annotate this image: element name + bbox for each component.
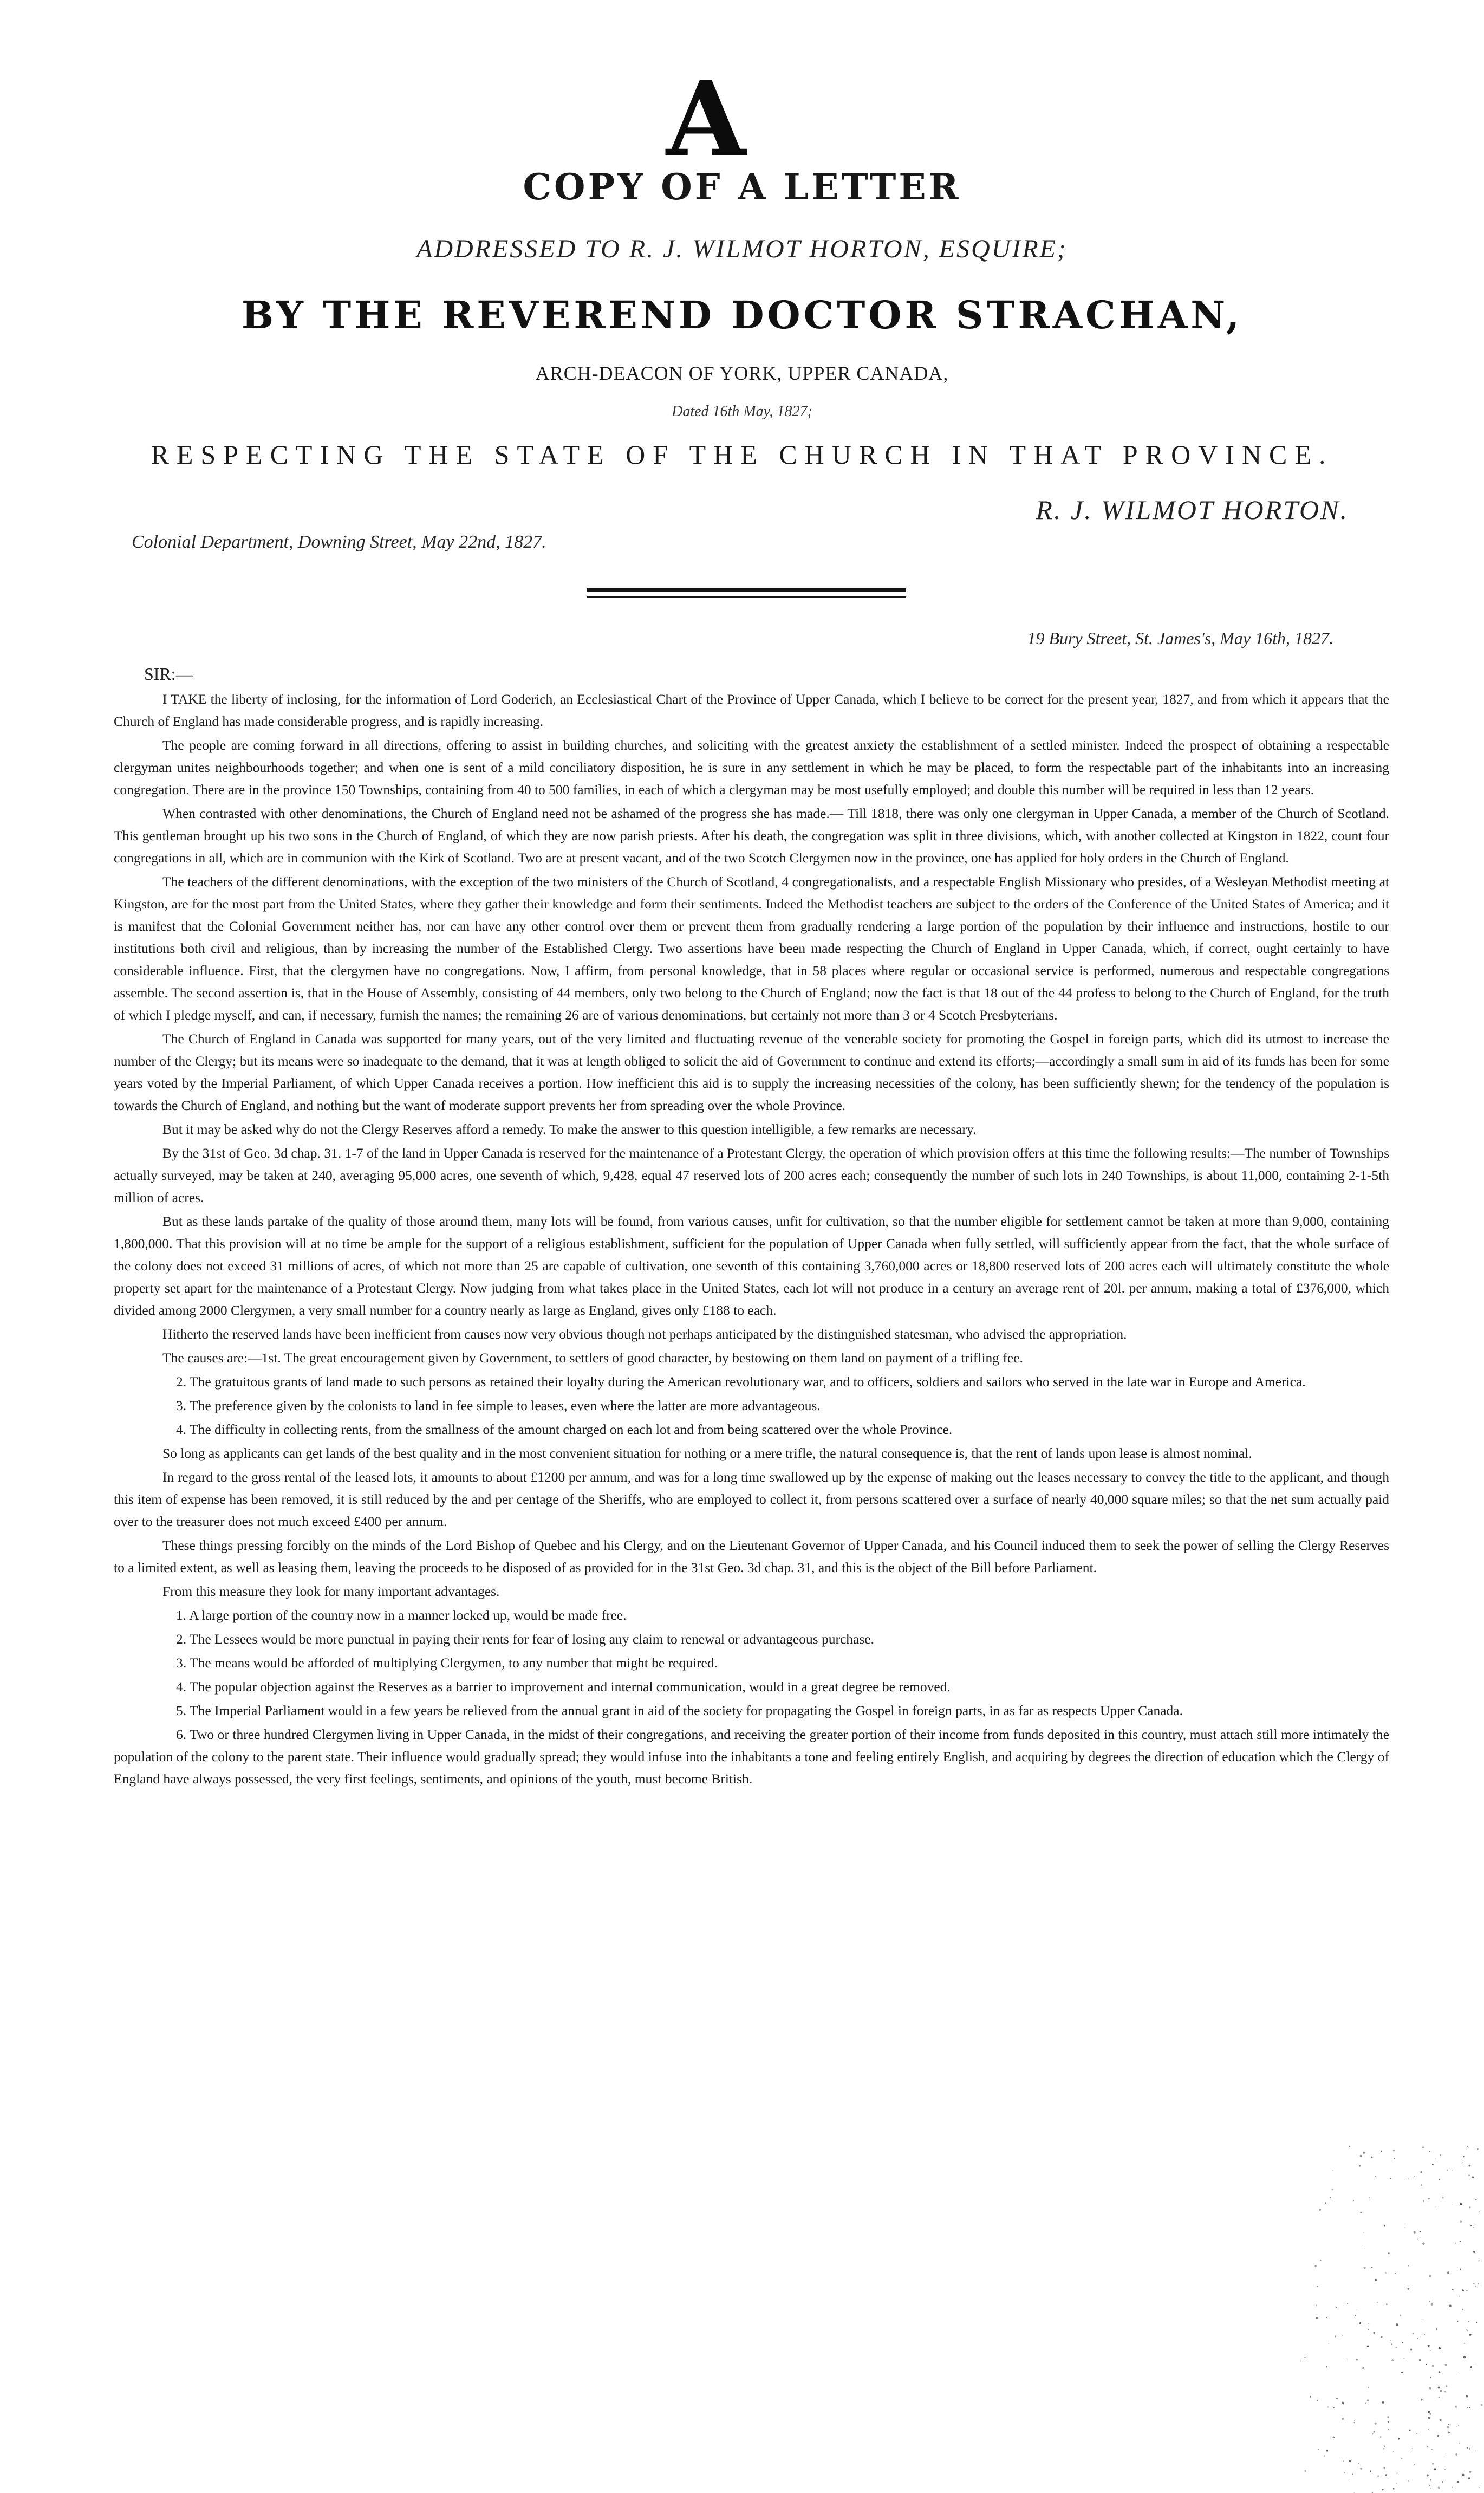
speck	[1462, 2474, 1464, 2476]
speck	[1442, 2197, 1444, 2199]
speck	[1467, 2447, 1468, 2449]
speck	[1370, 2470, 1371, 2472]
dated-line: Dated 16th May, 1827;	[672, 403, 812, 420]
list-item: 6. Two or three hundred Clergymen living in Upper Canada, in the midst of their congregations, and receiving the greater portion of their income from funds deposited in this country, must attach still more intimately the population of the colony to the parent state. Their influence would gradually spread; they would infuse into the inhabitants a tone and feeling entirely English, and acquiring by degrees the direction of education which the Clergy of England have always possessed, the very first feelings, sentiments, and opinions of the youth, must become British.	[114, 1726, 1389, 1787]
speck	[1417, 2338, 1418, 2339]
speck	[1360, 2468, 1362, 2470]
paragraph: The people are coming forward in all directions, offering to assist in building churches, and soliciting with the greatest anxiety the establishment of a settled minister. Indeed the prospect of obtaining a respectable clergyman unites neighbourhoods together; and when one is sent of a mild conciliatory disposition, he is sure in any settlement in which he may be placed, to form the respectable part of the inhabitants into an increasing congregation. There are in the province 150 Townships, containing from 40 to 500 families, in each of which a clergyman may be most usefully employed; and double this number will be required in less than 12 years.	[114, 737, 1389, 797]
speck	[1401, 2372, 1403, 2374]
speck	[1447, 2426, 1449, 2428]
speck	[1475, 2286, 1476, 2287]
speck	[1472, 2176, 1474, 2178]
speck	[1429, 2485, 1430, 2486]
speck	[1420, 2231, 1421, 2232]
speck	[1452, 2289, 1453, 2290]
speck	[1476, 2322, 1477, 2323]
speck	[1460, 2443, 1461, 2444]
speck	[1401, 2458, 1403, 2459]
speck	[1347, 2303, 1348, 2304]
speck	[1333, 2437, 1335, 2438]
speck	[1466, 2290, 1468, 2291]
speck	[1355, 2315, 1356, 2316]
speck	[1342, 2335, 1343, 2336]
speck	[1316, 2305, 1317, 2306]
speck	[1444, 2391, 1446, 2392]
speck	[1386, 2273, 1387, 2274]
speck	[1358, 2463, 1359, 2464]
speck	[1479, 2211, 1480, 2212]
speck	[1350, 2479, 1351, 2480]
speck	[1455, 2406, 1457, 2408]
speck	[1473, 2227, 1474, 2228]
speck	[1444, 2364, 1447, 2366]
speck	[1469, 2407, 1470, 2408]
author-title: ARCH-DEACON OF YORK, UPPER CANADA,	[535, 362, 949, 384]
speck	[1468, 2321, 1469, 2322]
speck	[1385, 2272, 1387, 2274]
paragraph: By the 31st of Geo. 3d chap. 31. 1-7 of the land in Upper Canada is reserved for the maintenance of a Protestant Clergy, the operation of which provision offers at this time the following results:—The number of Townships actually surveyed, may be taken at 240, averaging 95,000 acres, one seventh of which, 9,428, equal 47 reserved lots of 200 acres each; consequently the number of such lots in 240 Townships, is about 11,000, containing 2-1-5th million of acres.	[114, 1145, 1389, 1205]
speck	[1462, 2289, 1463, 2291]
speck	[1310, 2396, 1311, 2398]
speck	[1475, 2199, 1476, 2200]
speck	[1381, 2151, 1382, 2152]
speck	[1360, 2155, 1362, 2157]
speck	[1413, 2333, 1414, 2334]
speck	[1367, 2399, 1369, 2401]
speck	[1422, 2146, 1424, 2148]
speck	[1460, 2241, 1461, 2242]
list-item: 5. The Imperial Parliament would in a few years be relieved from the annual grant in aid of the society for propagating the Gospel in foreign parts, in as far as respects Upper Canada.	[176, 1703, 1183, 1718]
speck	[1373, 2332, 1375, 2334]
speck	[1481, 2404, 1482, 2406]
speck	[1462, 2309, 1463, 2310]
speck	[1422, 2319, 1423, 2320]
speck	[1414, 2464, 1415, 2465]
speck	[1452, 2170, 1453, 2171]
speck	[1431, 2449, 1433, 2450]
speck	[1449, 2304, 1452, 2307]
speck	[1381, 2336, 1383, 2338]
speck	[1318, 2449, 1319, 2450]
speck	[1360, 2212, 1362, 2213]
speck	[1375, 2176, 1376, 2177]
speck	[1402, 2342, 1403, 2343]
speck	[1382, 2401, 1384, 2404]
speck	[1466, 2395, 1468, 2398]
speck	[1383, 2448, 1385, 2450]
speck	[1398, 2438, 1400, 2439]
decorative-initial: A	[666, 59, 746, 179]
speck	[1416, 2433, 1417, 2434]
speck	[1396, 2472, 1397, 2473]
speck	[1470, 2366, 1472, 2368]
paragraph: From this measure they look for many important advantages.	[162, 1583, 500, 1599]
speck	[1426, 2364, 1427, 2365]
speck	[1446, 2385, 1448, 2387]
list-item: 4. The popular objection against the Reserves as a barrier to improvement and internal communication, would in a great degree be removed.	[176, 1679, 951, 1695]
speck	[1390, 2178, 1391, 2179]
department-line: Colonial Department, Downing Street, May 22nd, 1827.	[132, 532, 546, 552]
speck	[1429, 2275, 1431, 2277]
speck	[1409, 2430, 1410, 2431]
speck	[1320, 2260, 1322, 2261]
list-item: 1. A large portion of the country now in a manner locked up, would be made free.	[176, 1607, 627, 1623]
letter-body	[114, 688, 1389, 1791]
speck	[1427, 2474, 1429, 2476]
list-item: 3. The preference given by the colonists to land in fee simple to leases, even where the latter are more advantageous.	[176, 1398, 821, 1413]
speck	[1469, 2206, 1470, 2208]
addressed-line: ADDRESSED TO R. J. WILMOT HORTON, ESQUIRE;	[416, 235, 1068, 263]
speck	[1455, 2243, 1456, 2244]
speck	[1325, 2202, 1326, 2204]
speck	[1343, 2460, 1344, 2462]
speck	[1374, 2431, 1375, 2432]
speck	[1477, 2148, 1479, 2150]
speck	[1460, 2203, 1462, 2205]
speck	[1386, 2303, 1388, 2305]
speck	[1336, 2307, 1337, 2308]
speck	[1384, 2446, 1385, 2447]
speck	[1326, 2317, 1327, 2318]
speck	[1408, 2288, 1410, 2290]
paragraph: When contrasted with other denominations, the Church of England need not be ashamed of the progress she has made.— Till 1818, there was only one clergyman in Upper Canada, a member of the Church of Scotland. This gentleman brought up his two sons in the Church of England, of which they are now parish priests. After his death, the congregation was split in three divisions, which, with another collected at Kingston in 1822, count four congregations in all, which are in communion with the Kirk of Scotland. Two are at present vacant, and of the two Scotch Clergymen now in the province, one has applied for holy orders in the Church of England.	[114, 806, 1389, 866]
speck	[1444, 2469, 1445, 2470]
speck	[1352, 2473, 1353, 2475]
author-line: BY THE REVEREND DOCTOR STRACHAN,	[241, 293, 1243, 337]
speck	[1359, 2165, 1361, 2167]
speck	[1368, 2387, 1369, 2388]
speck	[1428, 2429, 1429, 2430]
speck	[1440, 2154, 1441, 2156]
speck	[1466, 2329, 1467, 2330]
speck	[1469, 2334, 1472, 2336]
paragraph: But as these lands partake of the quality of those around them, many lots will be found, from various causes, unfit for cultivation, so that the number eligible for settlement cannot be taken at more than 9,000, containing 1,800,000. That this provision will at no time be ample for the support of a religious establishment, sufficient for the population of Upper Canada when fully settled, will sufficiently appear from the fact, that the whole surface of the colony does not exceed 31 millions of acres, of which not more than 25 are capable of cultivation, one seventh of this containing 3,760,000 acres or 18,800 reserved lots of 200 acres each will ultimately constitute the whole property set apart for the maintenance of a Protestant Clergy. Now judging from what takes place in the United States, each lot will not produce in a century an average rent of 20l. per annum, making a total of £376,000, which divided among 2000 Clergymen, a very small number for a country nearly as large as England, gives only £188 to each.	[114, 1213, 1389, 1318]
speck	[1371, 2267, 1373, 2268]
list-item: 3. The means would be afforded of multiplying Clergymen, to any number that might be required.	[176, 1655, 718, 1671]
speck	[1391, 2343, 1392, 2345]
speck	[1437, 2435, 1439, 2437]
speck	[1387, 2416, 1389, 2418]
speck	[1439, 2179, 1440, 2180]
speck	[1383, 2467, 1385, 2469]
speck	[1439, 2371, 1441, 2373]
speck	[1336, 2398, 1338, 2400]
speck	[1354, 2420, 1355, 2421]
speck	[1326, 2366, 1327, 2368]
speck	[1468, 2174, 1469, 2176]
speck	[1375, 2279, 1377, 2281]
speck	[1421, 2184, 1422, 2186]
speck	[1460, 2268, 1461, 2270]
speck	[1388, 2421, 1389, 2423]
speck	[1434, 2468, 1436, 2470]
speck	[1349, 2460, 1351, 2462]
divider-thick	[587, 588, 906, 592]
speck	[1424, 2334, 1425, 2335]
speck	[1332, 2189, 1334, 2191]
speck	[1463, 2156, 1465, 2158]
speck	[1457, 2481, 1459, 2483]
paragraph: But it may be asked why do not the Clergy Reserves afford a remedy. To make the answer to this question intelligible, a few remarks are necessary.	[162, 1121, 977, 1137]
salutation: SIR:—	[144, 664, 193, 684]
speck	[1467, 2330, 1468, 2332]
speck	[1467, 2146, 1468, 2147]
speck	[1419, 2359, 1421, 2361]
speck	[1436, 2328, 1437, 2330]
speck	[1440, 2419, 1442, 2421]
speck	[1333, 2407, 1335, 2408]
list-item: 4. The difficulty in collecting rents, from the smallness of the amount charged on each lot and from being scattered over the whole Province.	[176, 1421, 953, 1437]
speck	[1432, 2164, 1434, 2165]
list-item: 2. The gratuitous grants of land made to such persons as retained their loyalty during the American revolutionary war, and to officers, soldiers and sailors who served in the late war in Europe and America.	[176, 1374, 1306, 1390]
speck	[1464, 2343, 1465, 2344]
speck	[1342, 2418, 1344, 2420]
speck	[1344, 2472, 1345, 2473]
speck	[1448, 2424, 1449, 2425]
speck	[1469, 2448, 1470, 2449]
speck	[1377, 2475, 1379, 2477]
speck	[1365, 2403, 1366, 2404]
speck	[1349, 2146, 1350, 2147]
speck	[1410, 2349, 1412, 2351]
speck	[1380, 2436, 1382, 2438]
speck	[1427, 2446, 1428, 2447]
paper-speckle-texture	[1300, 2146, 1484, 2493]
speck	[1364, 2248, 1365, 2249]
speck	[1332, 2170, 1333, 2171]
speck	[1422, 2243, 1424, 2245]
speck	[1420, 2171, 1422, 2173]
paragraph: In regard to the gross rental of the leased lots, it amounts to about £1200 per annum, and was for a long time swallowed up by the expense of making out the leases necessary to convey the title to the applicant, and though this item of expense has been removed, it is still reduced by the and per centage of the Sheriffs, who are employed to collect it, from persons scattered over a surface of nearly 40,000 square miles; so that the net sum actually paid over to the treasurer does not much exceed £400 per annum.	[114, 1469, 1389, 1529]
speck	[1326, 2450, 1328, 2452]
speck	[1429, 2301, 1430, 2302]
speck	[1428, 2345, 1430, 2347]
speck	[1414, 2176, 1415, 2177]
copy-title: COPY OF A LETTER	[523, 166, 961, 208]
speck	[1442, 2481, 1443, 2483]
speck	[1473, 2283, 1475, 2284]
speck	[1388, 2429, 1389, 2430]
speck	[1388, 2252, 1390, 2254]
speck	[1403, 2358, 1404, 2359]
speck	[1468, 2477, 1470, 2479]
speck	[1319, 2209, 1321, 2211]
paragraph: Hitherto the reserved lands have been inefficient from causes now very obvious though not perhaps anticipated by the distinguished statesman, who advised the appropriation.	[162, 1326, 1127, 1342]
speck	[1432, 2463, 1434, 2465]
speck	[1330, 2197, 1331, 2198]
paragraph: So long as applicants can get lands of the best quality and in the most convenient situation for nothing or a mere trifle, the natural consequence is, that the rent of lands upon lease is almost nominal.	[162, 1445, 1252, 1461]
paragraph: The teachers of the different denominations, with the exception of the two ministers of the Church of Scotland, 4 congregationalists, and a respectable English Missionary who presides, of a Wesleyan Methodist meeting at Kingston, are for the most part from the United States, where they gather their knowledge and form their sentiments. Indeed the Methodist teachers are subject to the orders of the Conference of the United States of America; and it is manifest that the Colonial Government neither has, nor can have any other control over them or prevent them from gradually rendering a large portion of the population by their influence and instructions, hostile to our institutions both civil and religious, than by increasing the number of the Established Clergy. Two assertions have been made respecting the Church of England in Upper Canada, which, if correct, ought certainly to have considerable influence. First, that the clergymen have no congregations. Now, I affirm, from personal knowledge, that in 58 places where regular or occasional service is performed, numerous and respectable congregations assemble. The second assertion is, that in the House of Assembly, consisting of 44 members, only two belong to the Church of England; now the fact is that 18 out of the 44 profess to belong to the Church of England, for the truth of which I pledge myself, and can, if necessary, furnish the names; the remaining 26 are of various denominations, but certainly not more than 3 or 4 Scotch Presbyterians.	[114, 874, 1389, 1023]
speck	[1317, 2286, 1318, 2287]
speck	[1393, 2488, 1395, 2490]
speck	[1430, 2377, 1431, 2378]
speck	[1385, 2474, 1387, 2476]
speck	[1469, 2471, 1472, 2473]
speck	[1448, 2432, 1450, 2434]
speck	[1369, 2197, 1370, 2198]
speck	[1396, 2323, 1398, 2326]
speck	[1414, 2231, 1416, 2234]
speck	[1314, 2265, 1316, 2267]
speck	[1317, 2400, 1318, 2401]
speck	[1353, 2422, 1355, 2423]
speck	[1423, 2200, 1424, 2202]
speck	[1359, 2322, 1361, 2324]
speck	[1367, 2345, 1369, 2347]
speck	[1393, 2451, 1394, 2452]
speck	[1396, 2483, 1397, 2484]
speck	[1447, 2170, 1448, 2171]
speck	[1375, 2423, 1377, 2425]
speck	[1463, 2356, 1466, 2358]
speck	[1384, 2225, 1385, 2227]
speck	[1395, 2273, 1396, 2274]
speck	[1356, 2359, 1358, 2360]
paragraph: I TAKE the liberty of inclosing, for the information of Lord Goderich, an Ecclesiastical Chart of the Province of Upper Canada, which I believe to be correct for the present year, 1827, and from which it appears that the Church of England has made considerable progress, and is rapidly increasing.	[114, 691, 1389, 729]
speck	[1372, 2433, 1373, 2434]
speck	[1435, 2158, 1436, 2159]
speck	[1382, 2489, 1383, 2490]
speck	[1478, 2283, 1480, 2285]
speck	[1408, 2265, 1409, 2267]
paragraph: The causes are:—1st. The great encouragement given by Government, to settlers of good character, by bestowing on them land on payment of a trifling fee.	[162, 1350, 1023, 1366]
speck	[1432, 2365, 1434, 2367]
speck	[1457, 2321, 1459, 2322]
speck	[1462, 2162, 1463, 2163]
speck	[1430, 2350, 1431, 2351]
speck	[1324, 2455, 1325, 2457]
divider-thin	[587, 596, 906, 598]
speck	[1439, 2347, 1441, 2349]
paragraph: The Church of England in Canada was supported for many years, out of the very limited and fluctuating revenue of the venerable society for promoting the Gospel in foreign parts, which did its utmost to increase the number of the Clergy; but its means were so inadequate to the demand, that it was at length obliged to solicit the aid of Government to continue and extend its efforts;—accordingly a small sum in aid of its funds has been for some years voted by the Imperial Parliament, of which Upper Canada receives a portion. How inefficient this aid is to supply the increasing necessities of the colony, has been sufficiently shewn; for the tendency of the population is towards the Church of England, and nothing but the want of moderate support prevents her from spreading over the whole Province.	[114, 1031, 1389, 1113]
speck	[1429, 2413, 1431, 2414]
speck	[1440, 2390, 1442, 2392]
speck	[1438, 2386, 1440, 2388]
speck	[1473, 2251, 1475, 2253]
speck	[1362, 2367, 1364, 2369]
speck	[1428, 2198, 1430, 2200]
speck	[1455, 2453, 1457, 2456]
speck	[1304, 2470, 1306, 2472]
speck	[1316, 2317, 1318, 2319]
speck	[1439, 2397, 1440, 2398]
signature: R. J. WILMOT HORTON.	[1036, 495, 1349, 525]
speck	[1353, 2200, 1354, 2201]
speck	[1438, 2486, 1440, 2489]
speck	[1408, 2480, 1409, 2481]
speck	[1430, 2303, 1433, 2306]
speck	[1452, 2487, 1453, 2488]
speck	[1429, 2387, 1431, 2390]
speck	[1371, 2157, 1373, 2159]
letter-date: 19 Bury Street, St. James's, May 16th, 1827.	[1027, 628, 1333, 648]
speck	[1430, 2479, 1431, 2480]
speck	[1430, 2488, 1431, 2489]
speck	[1396, 2347, 1397, 2348]
speck	[1342, 2402, 1344, 2404]
speck	[1368, 2329, 1369, 2330]
speck	[1447, 2271, 1449, 2274]
speck	[1428, 2411, 1429, 2412]
speck	[1327, 2407, 1329, 2408]
speck	[1460, 2221, 1462, 2223]
speck	[1404, 2227, 1405, 2228]
speck	[1428, 2417, 1430, 2419]
speck	[1470, 2225, 1472, 2226]
speck	[1368, 2323, 1369, 2324]
speck	[1391, 2359, 1394, 2361]
speck	[1469, 2165, 1471, 2167]
list-item: 2. The Lessees would be more punctual in paying their rents for fear of losing any claim to renewal or advantageous purchase.	[176, 1631, 874, 1647]
speck	[1364, 2267, 1366, 2269]
subject-line: RESPECTING THE STATE OF THE CHURCH IN THAT PROVINCE.	[151, 439, 1333, 470]
speck	[1390, 2340, 1391, 2341]
speck	[1304, 2357, 1305, 2358]
speck	[1394, 2158, 1395, 2159]
speck	[1429, 2151, 1430, 2152]
paragraph: These things pressing forcibly on the minds of the Lord Bishop of Quebec and his Clergy, and on the Lieutenant Governor of Upper Canada, and his Council induced them to seek the power of selling the Clergy Reserves to a limited extent, as well as leasing them, leaving the proceeds to be disposed of as provided for in the 31st Geo. 3d chap. 31, and this is the object of the Bill before Parliament.	[114, 1537, 1389, 1575]
speck	[1467, 2407, 1468, 2408]
speck	[1393, 2150, 1395, 2151]
speck	[1335, 2335, 1336, 2337]
speck	[1363, 2152, 1365, 2154]
speck	[1421, 2399, 1423, 2401]
